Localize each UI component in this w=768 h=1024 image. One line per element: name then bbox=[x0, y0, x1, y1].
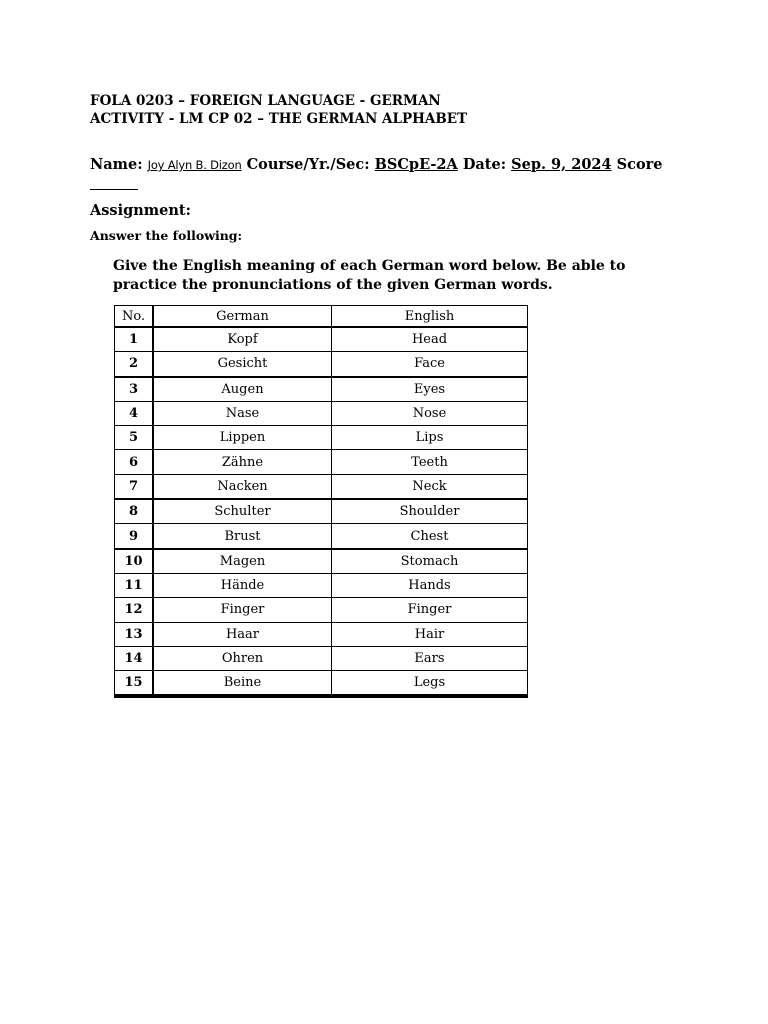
score-blank-line bbox=[90, 179, 138, 190]
table-row bbox=[115, 549, 528, 574]
course-title: FOLA 0203 – FOREIGN LANGUAGE - GERMAN bbox=[90, 93, 441, 109]
course-value: BSCpE-2A bbox=[374, 156, 458, 173]
table-row bbox=[115, 327, 528, 352]
german-word: Beine bbox=[153, 671, 332, 697]
english-word: Teeth bbox=[332, 450, 528, 474]
row-number: 15 bbox=[115, 671, 154, 697]
english-word: Shoulder bbox=[332, 499, 528, 524]
row-number: 9 bbox=[115, 524, 154, 549]
row-number: 13 bbox=[115, 622, 154, 646]
german-word: Lippen bbox=[153, 426, 332, 450]
header-no: No. bbox=[115, 306, 154, 328]
table-row bbox=[115, 671, 528, 697]
german-word: Augen bbox=[153, 377, 332, 402]
german-word: Nacken bbox=[153, 474, 332, 499]
header-english: English bbox=[332, 306, 528, 328]
english-word: Legs bbox=[332, 671, 528, 697]
date-label: Date: bbox=[462, 156, 507, 173]
table-row bbox=[115, 377, 528, 402]
activity-title: ACTIVITY - LM CP 02 – THE GERMAN ALPHABET bbox=[90, 111, 468, 127]
english-word: Neck bbox=[332, 474, 528, 499]
table-row bbox=[115, 524, 528, 549]
english-word: Hair bbox=[332, 622, 528, 646]
table-row bbox=[115, 646, 528, 670]
document-header bbox=[90, 92, 467, 128]
german-word: Kopf bbox=[153, 327, 332, 352]
german-word: Nase bbox=[153, 401, 332, 425]
table-row bbox=[115, 573, 528, 597]
english-word: Chest bbox=[332, 524, 528, 549]
row-number: 2 bbox=[115, 352, 154, 377]
row-number: 12 bbox=[115, 598, 154, 622]
table-row bbox=[115, 474, 528, 499]
english-word: Nose bbox=[332, 401, 528, 425]
german-word: Schulter bbox=[153, 499, 332, 524]
row-number: 5 bbox=[115, 426, 154, 450]
course-label: Course/Yr./Sec: bbox=[246, 156, 370, 173]
vocabulary-table bbox=[114, 305, 528, 698]
german-word: Hände bbox=[153, 573, 332, 597]
row-number: 4 bbox=[115, 401, 154, 425]
german-word: Zähne bbox=[153, 450, 332, 474]
row-number: 3 bbox=[115, 377, 154, 402]
german-word: Magen bbox=[153, 549, 332, 574]
english-word: Lips bbox=[332, 426, 528, 450]
english-word: Ears bbox=[332, 646, 528, 670]
english-word: Eyes bbox=[332, 377, 528, 402]
table-header-row bbox=[115, 306, 528, 328]
row-number: 7 bbox=[115, 474, 154, 499]
german-word: Brust bbox=[153, 524, 332, 549]
row-number: 8 bbox=[115, 499, 154, 524]
english-word: Face bbox=[332, 352, 528, 377]
german-word: Haar bbox=[153, 622, 332, 646]
date-value: Sep. 9, 2024 bbox=[511, 156, 612, 173]
answer-prompt: Answer the following: bbox=[90, 228, 243, 243]
german-word: Gesicht bbox=[153, 352, 332, 377]
row-number: 1 bbox=[115, 327, 154, 352]
instructions: Give the English meaning of each German word below. Be able to practice the pronunciations of the given German words. bbox=[113, 258, 626, 293]
row-number: 11 bbox=[115, 573, 154, 597]
english-word: Finger bbox=[332, 598, 528, 622]
table-row bbox=[115, 622, 528, 646]
table-row bbox=[115, 426, 528, 450]
english-word: Stomach bbox=[332, 549, 528, 574]
score-label: Score bbox=[616, 156, 663, 173]
row-number: 14 bbox=[115, 646, 154, 670]
table-row bbox=[115, 450, 528, 474]
table-row bbox=[115, 598, 528, 622]
row-number: 10 bbox=[115, 549, 154, 574]
german-word: Ohren bbox=[153, 646, 332, 670]
english-word: Head bbox=[332, 327, 528, 352]
table-row bbox=[115, 499, 528, 524]
name-label: Name: bbox=[90, 156, 143, 173]
name-value: Joy Alyn B. Dizon bbox=[147, 158, 242, 172]
row-number: 6 bbox=[115, 450, 154, 474]
english-word: Hands bbox=[332, 573, 528, 597]
header-german: German bbox=[153, 306, 332, 328]
assignment-title: Assignment: bbox=[90, 202, 191, 219]
german-word: Finger bbox=[153, 598, 332, 622]
table-row bbox=[115, 352, 528, 377]
student-info-line bbox=[90, 155, 663, 175]
table-row bbox=[115, 401, 528, 425]
